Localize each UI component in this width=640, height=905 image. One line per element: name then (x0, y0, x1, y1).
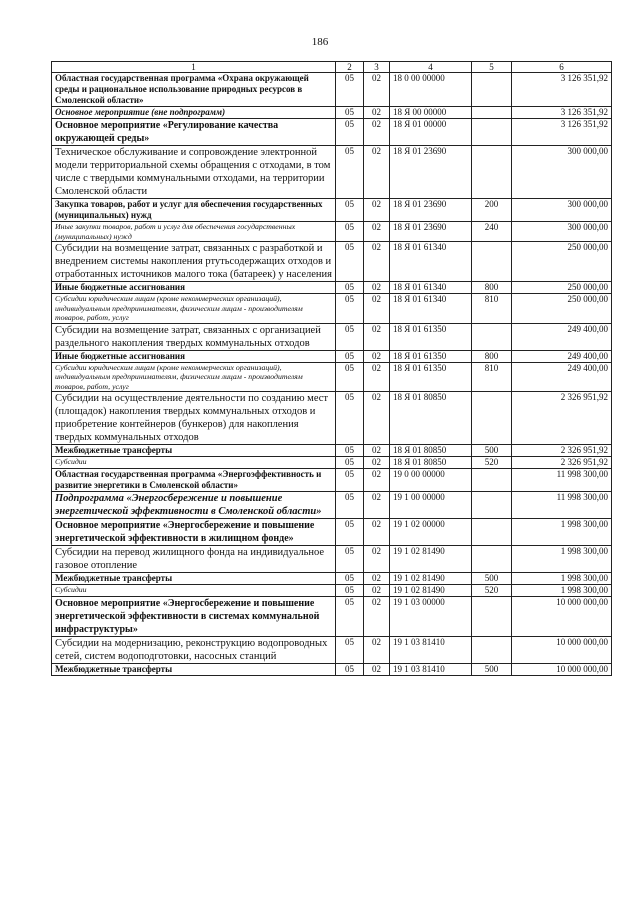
row-section-code: 05 (336, 119, 364, 146)
column-header: 5 (472, 62, 512, 73)
table-row (52, 546, 612, 573)
row-description: Межбюджетные трансферты (52, 664, 336, 676)
table-row (52, 294, 612, 324)
row-description: Основное мероприятие (вне подпрограмм) (52, 107, 336, 119)
row-expense-type: 500 (472, 445, 512, 457)
column-header: 2 (336, 62, 364, 73)
row-target-article: 19 0 00 00000 (390, 469, 472, 492)
column-header: 6 (512, 62, 612, 73)
table-row (52, 519, 612, 546)
row-target-article: 18 Я 01 23690 (390, 146, 472, 199)
row-amount: 2 326 951,92 (512, 457, 612, 469)
row-section-code: 05 (336, 242, 364, 282)
row-subsection-code: 02 (364, 457, 390, 469)
table-row (52, 73, 612, 107)
row-expense-type: 800 (472, 282, 512, 294)
row-section-code: 05 (336, 392, 364, 445)
row-section-code: 05 (336, 282, 364, 294)
row-target-article: 19 1 03 81410 (390, 637, 472, 664)
row-description: Основное мероприятие «Регулирование качества окружающей среды» (52, 119, 336, 146)
row-expense-type (472, 546, 512, 573)
row-expense-type (472, 597, 512, 637)
row-description: Субсидии юридическим лицам (кроме некоммерческих организаций), индивидуальным предпринимателям, физическим лицам - производителям товаров, работ, услуг (52, 294, 336, 324)
row-target-article: 19 1 02 81490 (390, 573, 472, 585)
row-subsection-code: 02 (364, 362, 390, 392)
row-section-code: 05 (336, 457, 364, 469)
row-subsection-code: 02 (364, 664, 390, 676)
row-amount: 3 126 351,92 (512, 119, 612, 146)
row-description: Техническое обслуживание и сопровождение электронной модели территориальной схемы обращения с отходами, в том числе с твердыми коммунальными отходами, на территории Смоленской области (52, 146, 336, 199)
row-expense-type (472, 119, 512, 146)
row-subsection-code: 02 (364, 585, 390, 597)
row-target-article: 18 Я 01 00000 (390, 119, 472, 146)
table-row (52, 222, 612, 242)
row-description: Субсидии на возмещение затрат, связанных с организацией раздельного накопления твердых коммунальных отходов (52, 323, 336, 350)
row-section-code: 05 (336, 469, 364, 492)
row-expense-type (472, 146, 512, 199)
row-amount: 300 000,00 (512, 199, 612, 222)
table-row (52, 323, 612, 350)
row-target-article: 19 1 00 00000 (390, 492, 472, 519)
row-target-article: 18 Я 01 23690 (390, 199, 472, 222)
row-section-code: 05 (336, 323, 364, 350)
row-section-code: 05 (336, 294, 364, 324)
row-description: Иные бюджетные ассигнования (52, 350, 336, 362)
row-amount: 300 000,00 (512, 222, 612, 242)
row-subsection-code: 02 (364, 492, 390, 519)
row-amount: 1 998 300,00 (512, 546, 612, 573)
row-section-code: 05 (336, 637, 364, 664)
table-row (52, 492, 612, 519)
row-description: Субсидии (52, 585, 336, 597)
row-subsection-code: 02 (364, 392, 390, 445)
row-section-code: 05 (336, 222, 364, 242)
row-subsection-code: 02 (364, 573, 390, 585)
row-expense-type (472, 73, 512, 107)
row-description: Подпрограмма «Энергосбережение и повышение энергетической эффективности в Смоленской области» (52, 492, 336, 519)
row-amount: 250 000,00 (512, 282, 612, 294)
table-row (52, 392, 612, 445)
row-amount: 2 326 951,92 (512, 445, 612, 457)
table-row (52, 573, 612, 585)
row-target-article: 19 1 02 81490 (390, 546, 472, 573)
row-expense-type (472, 519, 512, 546)
row-section-code: 05 (336, 519, 364, 546)
row-amount: 10 000 000,00 (512, 664, 612, 676)
table-row (52, 445, 612, 457)
row-target-article: 18 Я 00 00000 (390, 107, 472, 119)
row-target-article: 18 Я 01 80850 (390, 457, 472, 469)
row-subsection-code: 02 (364, 597, 390, 637)
row-expense-type: 520 (472, 457, 512, 469)
budget-table (51, 61, 612, 676)
column-header: 3 (364, 62, 390, 73)
row-target-article: 18 0 00 00000 (390, 73, 472, 107)
row-subsection-code: 02 (364, 73, 390, 107)
row-subsection-code: 02 (364, 282, 390, 294)
row-section-code: 05 (336, 146, 364, 199)
row-description: Субсидии на модернизацию, реконструкцию водопроводных сетей, систем водоподготовки, насосных станций (52, 637, 336, 664)
row-subsection-code: 02 (364, 469, 390, 492)
row-subsection-code: 02 (364, 119, 390, 146)
row-expense-type (472, 107, 512, 119)
table-row (52, 585, 612, 597)
table-row (52, 107, 612, 119)
row-target-article: 18 Я 01 80850 (390, 445, 472, 457)
row-subsection-code: 02 (364, 519, 390, 546)
row-subsection-code: 02 (364, 146, 390, 199)
row-subsection-code: 02 (364, 222, 390, 242)
row-amount: 249 400,00 (512, 350, 612, 362)
row-expense-type: 800 (472, 350, 512, 362)
row-target-article: 18 Я 01 61350 (390, 362, 472, 392)
row-section-code: 05 (336, 573, 364, 585)
table-row (52, 664, 612, 676)
row-subsection-code: 02 (364, 199, 390, 222)
row-expense-type: 500 (472, 664, 512, 676)
table-row (52, 146, 612, 199)
row-target-article: 19 1 03 81410 (390, 664, 472, 676)
column-header: 1 (52, 62, 336, 73)
row-expense-type: 810 (472, 362, 512, 392)
row-amount: 1 998 300,00 (512, 573, 612, 585)
row-amount: 250 000,00 (512, 294, 612, 324)
table-row (52, 362, 612, 392)
row-expense-type (472, 637, 512, 664)
row-expense-type: 520 (472, 585, 512, 597)
row-subsection-code: 02 (364, 107, 390, 119)
row-target-article: 19 1 02 00000 (390, 519, 472, 546)
row-subsection-code: 02 (364, 637, 390, 664)
row-section-code: 05 (336, 73, 364, 107)
row-subsection-code: 02 (364, 323, 390, 350)
row-amount: 300 000,00 (512, 146, 612, 199)
row-target-article: 18 Я 01 61340 (390, 282, 472, 294)
row-subsection-code: 02 (364, 350, 390, 362)
row-target-article: 18 Я 01 61350 (390, 350, 472, 362)
row-amount: 11 998 300,00 (512, 492, 612, 519)
row-section-code: 05 (336, 664, 364, 676)
row-expense-type (472, 469, 512, 492)
row-expense-type (472, 323, 512, 350)
row-description: Межбюджетные трансферты (52, 573, 336, 585)
table-body (52, 73, 612, 676)
row-description: Субсидии на перевод жилищного фонда на индивидуальное газовое отопление (52, 546, 336, 573)
row-target-article: 19 1 03 00000 (390, 597, 472, 637)
row-section-code: 05 (336, 597, 364, 637)
row-section-code: 05 (336, 492, 364, 519)
row-target-article: 18 Я 01 61350 (390, 323, 472, 350)
row-target-article: 18 Я 01 61340 (390, 242, 472, 282)
row-expense-type (472, 242, 512, 282)
row-description: Основное мероприятие «Энергосбережение и повышение энергетической эффективности в системах коммунальной инфраструктуры» (52, 597, 336, 637)
row-amount: 1 998 300,00 (512, 519, 612, 546)
row-description: Субсидии (52, 457, 336, 469)
row-amount: 249 400,00 (512, 323, 612, 350)
row-amount: 3 126 351,92 (512, 73, 612, 107)
table-row (52, 242, 612, 282)
row-description: Межбюджетные трансферты (52, 445, 336, 457)
row-section-code: 05 (336, 546, 364, 573)
table-row (52, 350, 612, 362)
row-target-article: 18 Я 01 80850 (390, 392, 472, 445)
row-section-code: 05 (336, 199, 364, 222)
table-row (52, 457, 612, 469)
row-target-article: 18 Я 01 23690 (390, 222, 472, 242)
row-description: Субсидии юридическим лицам (кроме некоммерческих организаций), индивидуальным предпринимателям, физическим лицам - производителям товаров, работ, услуг (52, 362, 336, 392)
row-amount: 250 000,00 (512, 242, 612, 282)
row-description: Иные закупки товаров, работ и услуг для обеспечения государственных (муниципальных) нужд (52, 222, 336, 242)
row-expense-type (472, 392, 512, 445)
row-subsection-code: 02 (364, 546, 390, 573)
row-description: Областная государственная программа «Охрана окружающей среды и рациональное использование природных ресурсов в Смоленской области» (52, 73, 336, 107)
row-description: Основное мероприятие «Энергосбережение и повышение энергетической эффективности в жилищном фонде» (52, 519, 336, 546)
table-row (52, 637, 612, 664)
table-row (52, 469, 612, 492)
row-section-code: 05 (336, 350, 364, 362)
row-description: Субсидии на возмещение затрат, связанных с разработкой и внедрением системы накопления ртутьсодержащих отходов и отработанных источников малого тока (батареек) у населения (52, 242, 336, 282)
table-header-row (52, 62, 612, 73)
row-description: Областная государственная программа «Энергоэффективность и развитие энергетики в Смоленской области» (52, 469, 336, 492)
row-amount: 1 998 300,00 (512, 585, 612, 597)
page-number: 186 (311, 36, 329, 48)
row-section-code: 05 (336, 445, 364, 457)
row-expense-type: 500 (472, 573, 512, 585)
row-amount: 11 998 300,00 (512, 469, 612, 492)
column-header: 4 (390, 62, 472, 73)
table-row (52, 119, 612, 146)
row-subsection-code: 02 (364, 294, 390, 324)
row-section-code: 05 (336, 362, 364, 392)
row-description: Иные бюджетные ассигнования (52, 282, 336, 294)
row-subsection-code: 02 (364, 242, 390, 282)
table-row (52, 282, 612, 294)
row-amount: 3 126 351,92 (512, 107, 612, 119)
row-description: Закупка товаров, работ и услуг для обеспечения государственных (муниципальных) нужд (52, 199, 336, 222)
row-amount: 10 000 000,00 (512, 597, 612, 637)
table-row (52, 597, 612, 637)
row-amount: 2 326 951,92 (512, 392, 612, 445)
row-section-code: 05 (336, 107, 364, 119)
row-target-article: 19 1 02 81490 (390, 585, 472, 597)
row-description: Субсидии на осуществление деятельности по созданию мест (площадок) накопления твердых коммунальных отходов и приобретение контейнеров (бункеров) для накопления твердых коммунальных отходов (52, 392, 336, 445)
row-expense-type: 810 (472, 294, 512, 324)
row-subsection-code: 02 (364, 445, 390, 457)
table-row (52, 199, 612, 222)
row-expense-type: 240 (472, 222, 512, 242)
row-target-article: 18 Я 01 61340 (390, 294, 472, 324)
row-amount: 249 400,00 (512, 362, 612, 392)
row-amount: 10 000 000,00 (512, 637, 612, 664)
row-expense-type (472, 492, 512, 519)
row-expense-type: 200 (472, 199, 512, 222)
row-section-code: 05 (336, 585, 364, 597)
